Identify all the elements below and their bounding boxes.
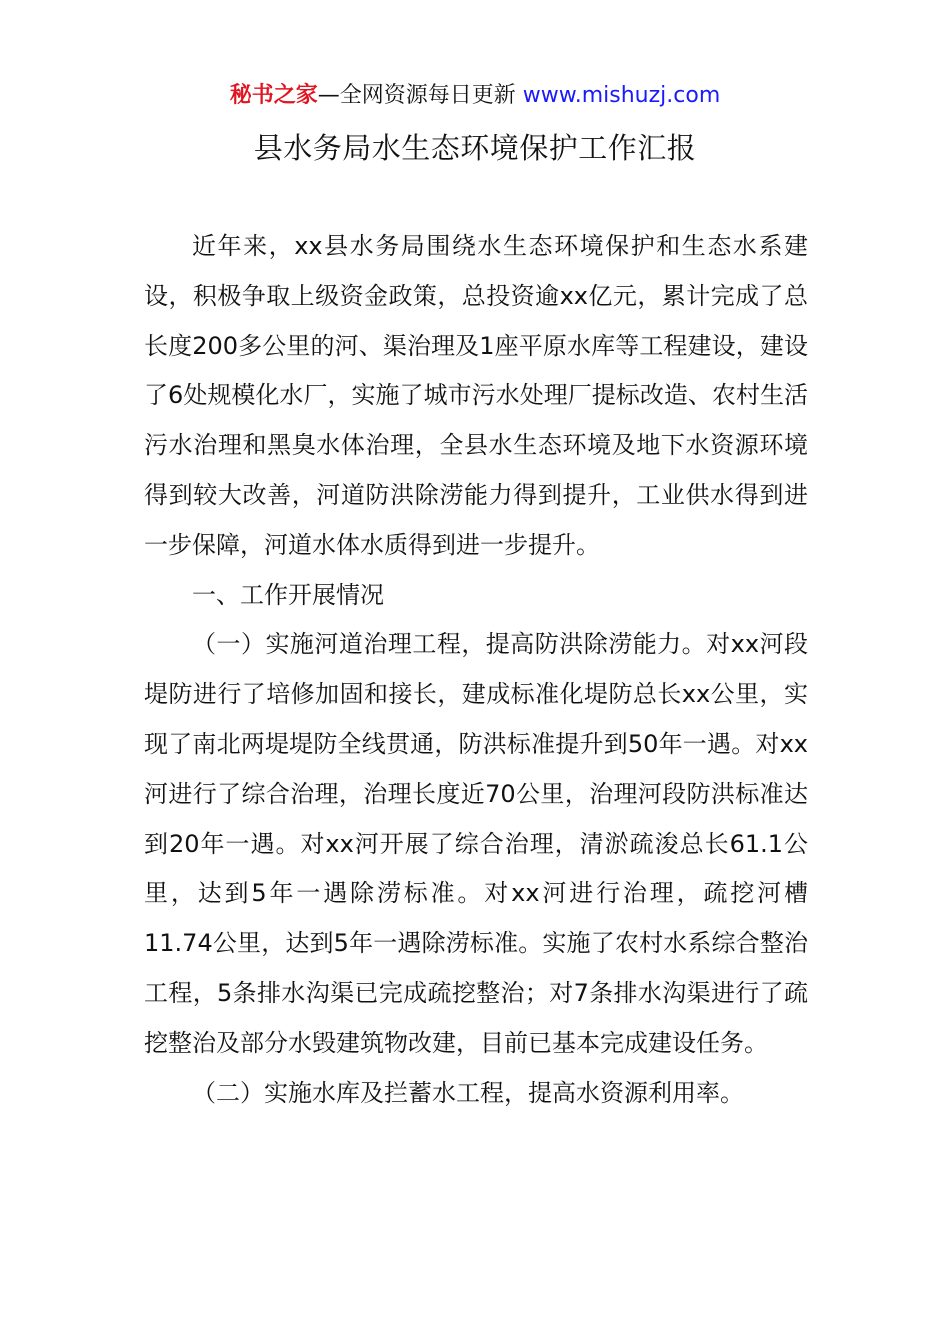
site-banner — [0, 80, 950, 112]
section-heading: 一、工作开展情况 — [192, 580, 384, 609]
brand-name: 秘书之家 — [229, 83, 318, 108]
subsection-paragraph: （一）实施河道治理工程，提高防洪除涝能力。对xx河段堤防进行了培修加固和接长，建成标准化堤防总长xx公里，实现了南北两堤堤防全线贯通，防洪标准提升到50年一遇。对xx河进行了综合治理，治理长度近70公里，治理河段防洪标准达到20年一遇。对xx河开展了综合治理，清淤疏浚总长61.1公里，达到5年一遇除涝标准。对xx河进行治理，疏挖河槽11.74公里，达到5年一遇除涝标准。实施了农村水系综合整治工程，5条排水沟渠已完成疏挖整治；对7条排水沟渠进行了疏挖整治及部分水毁建筑物改建，目前已基本完成建设任务。 — [144, 630, 808, 1057]
subsection-paragraph: （二）实施水库及拦蓄水工程，提高水资源利用率。 — [192, 1078, 744, 1107]
document-body — [144, 222, 808, 1118]
banner-tagline: —全网资源每日更新 — [317, 83, 523, 108]
document-title: 县水务局水生态环境保护工作汇报 — [253, 131, 697, 165]
intro-paragraph: 近年来，xx县水务局围绕水生态环境保护和生态水系建设，积极争取上级资金政策，总投资逾xx亿元，累计完成了总长度200多公里的河、渠治理及1座平原水库等工程建设，建设了6处规模化水厂，实施了城市污水处理厂提标改造、农村生活污水治理和黑臭水体治理，全县水生态环境及地下水资源环境得到较大改善，河道防洪除涝能力得到提升，工业供水得到进一步保障，河道水体水质得到进一步提升。 — [144, 232, 808, 559]
site-url-link[interactable]: www.mishuzj.com — [522, 83, 721, 108]
